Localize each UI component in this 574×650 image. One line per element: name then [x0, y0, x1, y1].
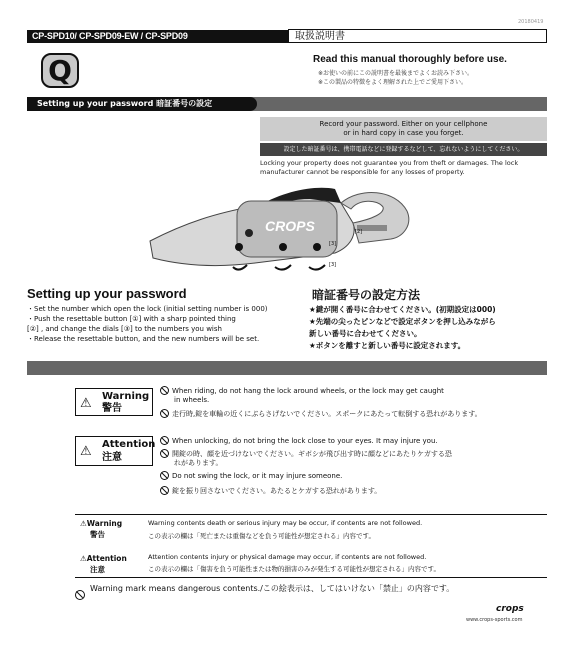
legend-attention-desc-jp: この表示の欄は「傷害を負う可能性または物的損害のみが発生する可能性が想定される」内容です。 — [148, 565, 440, 573]
prohibited-icon — [160, 449, 169, 458]
record-line-2: or in hard copy in case you forget. — [343, 129, 464, 137]
label-3b: [3] — [329, 262, 337, 268]
setup-step-3: [②] , and change the dials [③] to the numbers you wish — [27, 325, 222, 333]
q-badge: Q — [41, 53, 79, 88]
setup-step-1: ・Set the number which open the lock (initial setting number is 000) — [27, 305, 268, 313]
attention-triangle-icon: ⚠ — [80, 444, 92, 459]
legend-warning-icon: ⚠ — [80, 519, 87, 528]
document-code: 20180419 — [518, 19, 544, 25]
reset-button — [245, 229, 253, 237]
lock-illustration — [145, 183, 420, 283]
brand-logo: crops — [496, 604, 524, 614]
attention-line-4: Do not swing the lock, or it may injure someone. — [172, 472, 343, 480]
jp-step-2: ★先端の尖ったピンなどで設定ボタンを押し込みながら — [309, 317, 496, 326]
legend-warning-desc-jp: この表示の欄は「死亡または重傷などを負う可能性が想定される」内容です。 — [148, 532, 375, 540]
setup-jp-title: 暗証番号の設定方法 — [312, 288, 421, 302]
prohibited-icon — [160, 486, 169, 495]
setup-title: Setting up your password — [27, 286, 187, 301]
manual-label: 取扱説明書 — [288, 29, 547, 43]
model-names: CP-SPD10/ CP-SPD09-EW / CP-SPD09 — [32, 31, 188, 41]
brand-url: www.crops-sports.com — [466, 617, 523, 623]
legend-warning-label — [80, 519, 122, 529]
dial-3 — [313, 243, 321, 251]
warning-line-1: When riding, do not hang the lock around wheels, or the lock may get caught — [172, 387, 444, 395]
warning-badge — [75, 388, 153, 416]
footer-prohibited-icon — [75, 583, 85, 593]
legend-attention-label — [80, 554, 127, 564]
record-line-1: Record your password. Either on your cellphone — [319, 120, 488, 128]
divider-bar — [27, 361, 547, 375]
dial-arrow-2 — [275, 265, 291, 270]
prohibited-icon — [160, 409, 169, 418]
attention-line-2: 開錠の時、顔を近づけないでください。ギボシが飛び出す時に顔などにあたりケガする恐 — [172, 450, 452, 458]
jp-step-1: ★鍵が開く番号に合わせてください。(初期設定は000) — [309, 305, 496, 314]
legend-warning-en: Warning — [86, 519, 123, 528]
jp-step-3: 新しい番号に合わせてください。 — [309, 329, 422, 338]
label-2: [2] — [355, 229, 363, 235]
legend-warning-jp: 警告 — [90, 530, 105, 539]
dial-arrow-3 — [309, 265, 325, 270]
attention-line-5: 錠を振り回さないでください。あたるとケガする恐れがあります。 — [172, 487, 382, 495]
attention-badge — [75, 436, 156, 466]
disclaimer-text: Locking your property does not guarantee you from theft or damages. The lock manufacturer cannot be responsible for any losses of property. — [260, 159, 519, 176]
setup-step-4: ・Release the resettable button, and the new numbers will be set. — [27, 335, 260, 343]
legend-attention-jp: 注意 — [90, 565, 105, 574]
dial-arrow-1 — [233, 265, 247, 270]
lock-brand-text: CROPS — [265, 218, 315, 234]
attention-text — [160, 436, 545, 496]
record-jp-note: 設定した暗証番号は、携帯電話などに登録するなどして、忘れないようにしてください。 — [260, 143, 547, 156]
warning-text — [160, 386, 545, 419]
prohibited-icon — [160, 471, 169, 480]
legend-warning-desc-en: Warning contents death or serious injury may be occur, if contents are not followed. — [148, 519, 423, 527]
read-note-2: ※この製品の特徴をよく理解された上でご愛用下さい。 — [318, 79, 468, 86]
attention-en-label: Attention — [102, 439, 156, 450]
warning-jp-label: 警告 — [102, 403, 122, 414]
prohibited-icon — [160, 386, 169, 395]
read-note-1: ※お使いの前にこの説明書を最後までよくお読み下さい。 — [318, 70, 474, 77]
warning-line-2: in wheels. — [174, 396, 210, 404]
legend-rule-top — [75, 514, 547, 515]
legend-attention-icon: ⚠ — [80, 554, 87, 563]
attention-jp-label: 注意 — [102, 452, 122, 463]
dial-2 — [279, 243, 287, 251]
warning-mark-note: Warning mark means dangerous contents./この絵表示は、してはいけない「禁止」の内容です。 — [90, 584, 455, 593]
attention-line-1: When unlocking, do not bring the lock close to your eyes. It may injure you. — [172, 437, 438, 445]
setup-steps — [27, 304, 302, 344]
record-password-box — [260, 117, 547, 141]
dial-1 — [235, 243, 243, 251]
warning-line-3: 走行時,錠を車輪の近くにぶらさげないでください。スポークにあたって転倒する恐れがあります。 — [172, 410, 482, 418]
prohibited-icon — [160, 436, 169, 445]
setup-jp-steps — [309, 304, 549, 352]
legend-rule-bottom — [75, 577, 547, 578]
setup-step-2: ・Push the resettable button [①] with a sharp pointed thing — [27, 315, 236, 323]
read-manual-title: Read this manual thoroughly before use. — [313, 54, 507, 65]
warning-triangle-icon: ⚠ — [80, 396, 92, 411]
legend-attention-desc-en: Attention contents injury or physical damage may occur, if contents are not followed. — [148, 553, 427, 561]
warning-en-label: Warning — [102, 391, 150, 402]
legend-attention-en: Attention — [86, 554, 127, 563]
section-title: Setting up your password 暗証番号の設定 — [27, 97, 257, 111]
jp-step-4: ★ボタンを離すと新しい番号に設定されます。 — [309, 341, 466, 350]
attention-line-3: れがあります。 — [174, 459, 223, 467]
label-3a: [3] — [329, 241, 337, 247]
